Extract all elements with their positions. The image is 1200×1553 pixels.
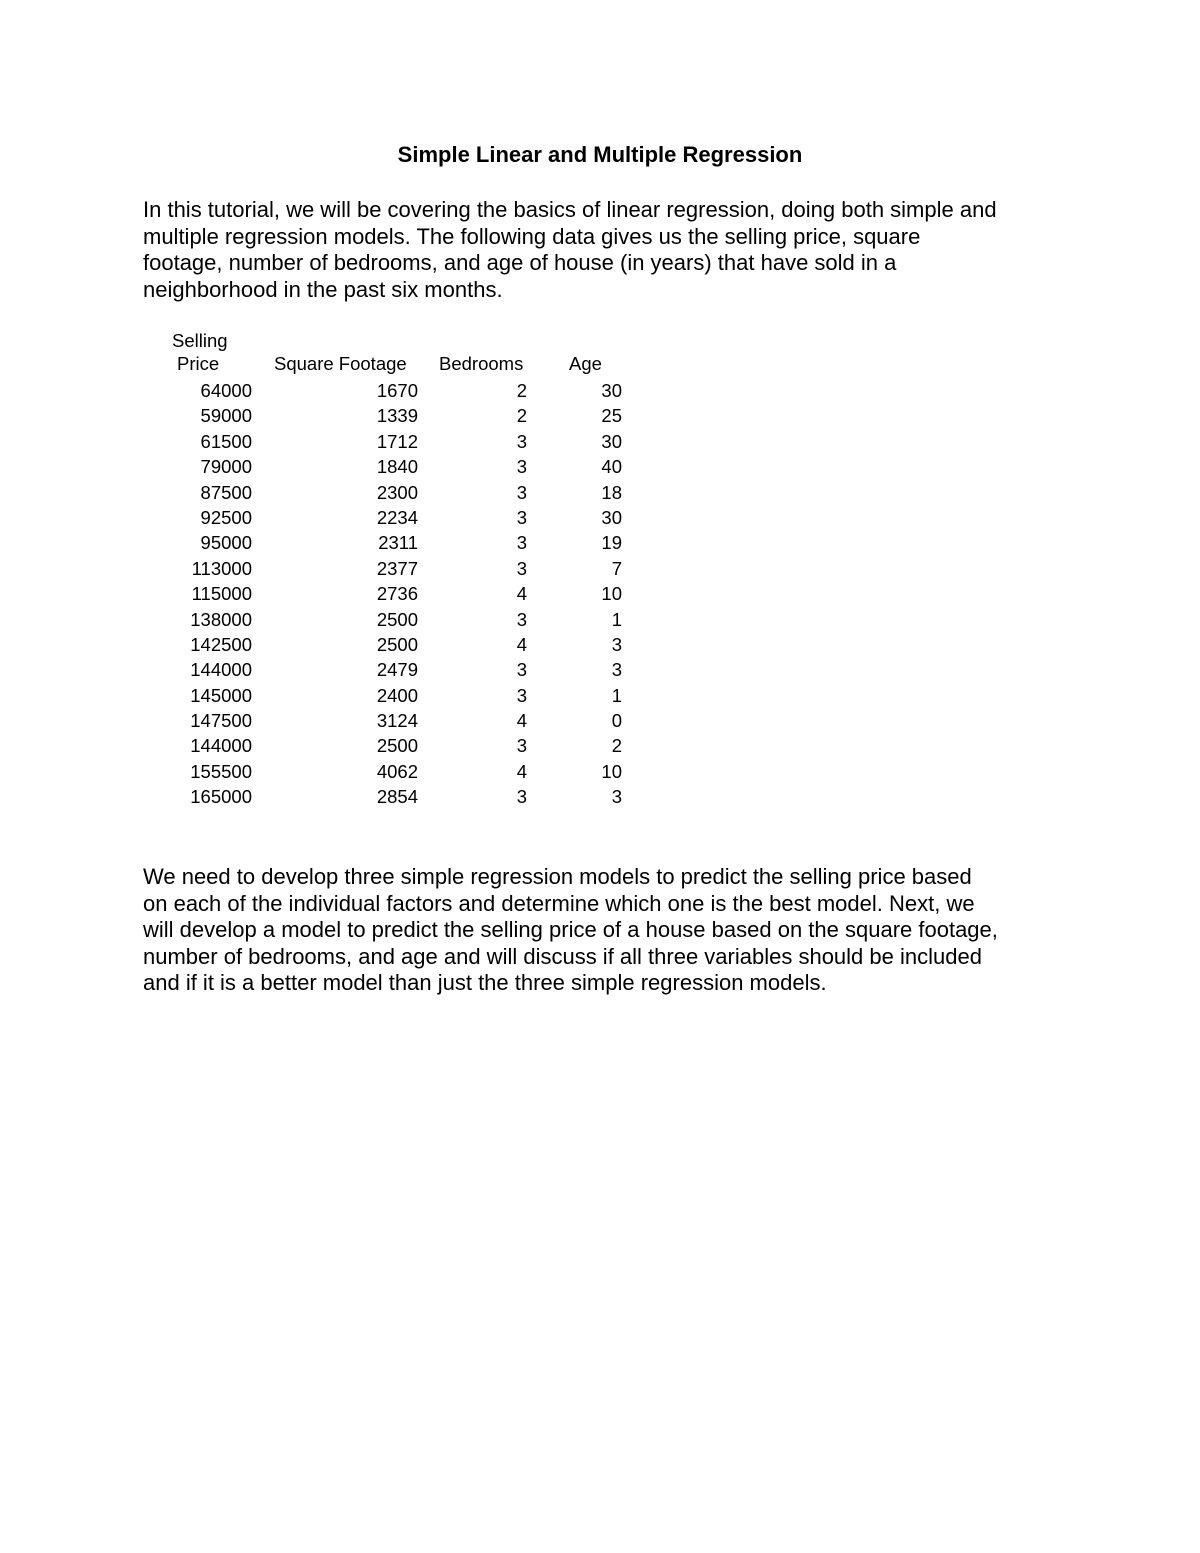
cell-square-footage: 2854 [376,786,418,808]
cell-bedrooms: 3 [516,430,527,452]
cell-age: 3 [611,633,622,655]
cell-age: 25 [601,405,622,427]
cell-bedrooms: 3 [516,456,527,478]
cell-bedrooms: 2 [516,380,527,401]
cell-age: 18 [601,481,622,503]
cell-age: 2 [611,735,622,757]
cell-selling-price: 95000 [200,532,252,554]
cell-selling-price: 138000 [190,608,252,630]
cell-age: 10 [601,760,622,782]
cell-square-footage: 2300 [376,481,418,503]
cell-square-footage: 3124 [376,710,418,732]
conclusion-line: number of bedrooms, and age and will discuss if all three variables should be included [143,943,982,969]
cell-square-footage: 1840 [376,456,418,478]
cell-age: 7 [611,557,622,579]
table-row [0,405,1200,430]
cell-square-footage: 2400 [376,684,418,706]
table-row [0,380,1200,405]
cell-selling-price: 144000 [190,659,252,681]
cell-bedrooms: 3 [516,532,527,554]
cell-selling-price: 92500 [200,506,252,528]
cell-bedrooms: 4 [516,583,527,605]
cell-selling-price: 155500 [190,760,252,782]
table-row [0,786,1200,811]
cell-square-footage: 2234 [376,506,418,528]
cell-bedrooms: 3 [516,557,527,579]
cell-square-footage: 1712 [376,430,418,452]
cell-age: 1 [611,684,622,706]
cell-square-footage: 2736 [376,583,418,605]
cell-square-footage: 2377 [376,557,418,579]
header-selling-price-line1: Selling [172,330,228,351]
cell-bedrooms: 3 [516,735,527,757]
cell-square-footage: 2500 [376,608,418,630]
conclusion-line: and if it is a better model than just the three simple regression models. [143,970,827,995]
cell-bedrooms: 4 [516,760,527,782]
conclusion-line: We need to develop three simple regression models to predict the selling price based [143,864,972,889]
cell-age: 3 [611,786,622,808]
cell-selling-price: 165000 [190,786,252,808]
cell-bedrooms: 3 [516,684,527,706]
cell-selling-price: 147500 [190,710,252,732]
cell-bedrooms: 3 [516,506,527,528]
header-selling-price-line2: Price [177,353,220,374]
table-row [0,609,1200,634]
cell-bedrooms: 4 [516,710,527,732]
cell-selling-price: 87500 [200,481,252,503]
table-header [0,330,1200,380]
intro-line: neighborhood in the past six months. [143,276,503,302]
cell-selling-price: 115000 [191,583,252,605]
cell-bedrooms: 3 [516,659,527,681]
cell-bedrooms: 4 [516,633,527,655]
intro-paragraph [143,197,1073,303]
table-row [0,583,1200,608]
cell-age: 30 [601,380,622,401]
cell-age: 0 [611,710,622,732]
table-row [0,482,1200,507]
table-row [0,659,1200,684]
cell-bedrooms: 2 [516,405,527,427]
header-square-footage: Square Footage [274,353,407,374]
conclusion-line: will develop a model to predict the selling price of a house based on the square footage, [143,917,998,942]
table-row [0,431,1200,456]
table-row [0,735,1200,760]
cell-bedrooms: 3 [516,608,527,630]
cell-square-footage: 1670 [376,380,418,401]
table-row [0,532,1200,557]
cell-selling-price: 64000 [200,380,252,401]
table-row [0,558,1200,583]
table-row [0,761,1200,786]
document-title: Simple Linear and Multiple Regression [397,142,803,167]
cell-bedrooms: 3 [516,786,527,808]
cell-selling-price: 142500 [190,633,252,655]
cell-selling-price: 145000 [190,684,252,706]
cell-square-footage: 2479 [376,659,418,681]
cell-square-footage: 2500 [376,735,418,757]
header-age: Age [569,353,602,374]
cell-age: 10 [601,583,622,605]
intro-line: In this tutorial, we will be covering the basics of linear regression, doing both simple and [143,197,997,222]
cell-square-footage: 1339 [376,405,418,427]
intro-line: multiple regression models. The following data gives us the selling price, square [143,223,921,249]
table-row [0,507,1200,532]
cell-bedrooms: 3 [516,481,527,503]
house-data-table [0,330,1200,812]
table-row [0,685,1200,710]
table-body [0,380,1200,812]
cell-age: 1 [611,608,622,630]
cell-square-footage: 2311 [378,532,418,554]
cell-age: 30 [601,506,622,528]
conclusion-line: on each of the individual factors and determine which one is the best model. Next, we [143,890,975,916]
cell-square-footage: 4062 [376,760,418,782]
cell-age: 40 [601,456,622,478]
cell-selling-price: 79000 [200,456,252,478]
cell-selling-price: 59000 [200,405,252,427]
cell-age: 3 [611,659,622,681]
conclusion-paragraph [143,864,1073,997]
cell-age: 30 [601,430,622,452]
cell-selling-price: 144000 [190,735,252,757]
table-row [0,634,1200,659]
cell-selling-price: 61500 [200,430,252,452]
cell-square-footage: 2500 [376,633,418,655]
table-row [0,710,1200,735]
header-bedrooms: Bedrooms [439,353,524,374]
intro-line: footage, number of bedrooms, and age of house (in years) that have sold in a [143,250,897,275]
cell-selling-price: 113000 [191,557,252,579]
table-row [0,456,1200,481]
cell-age: 19 [601,532,622,554]
